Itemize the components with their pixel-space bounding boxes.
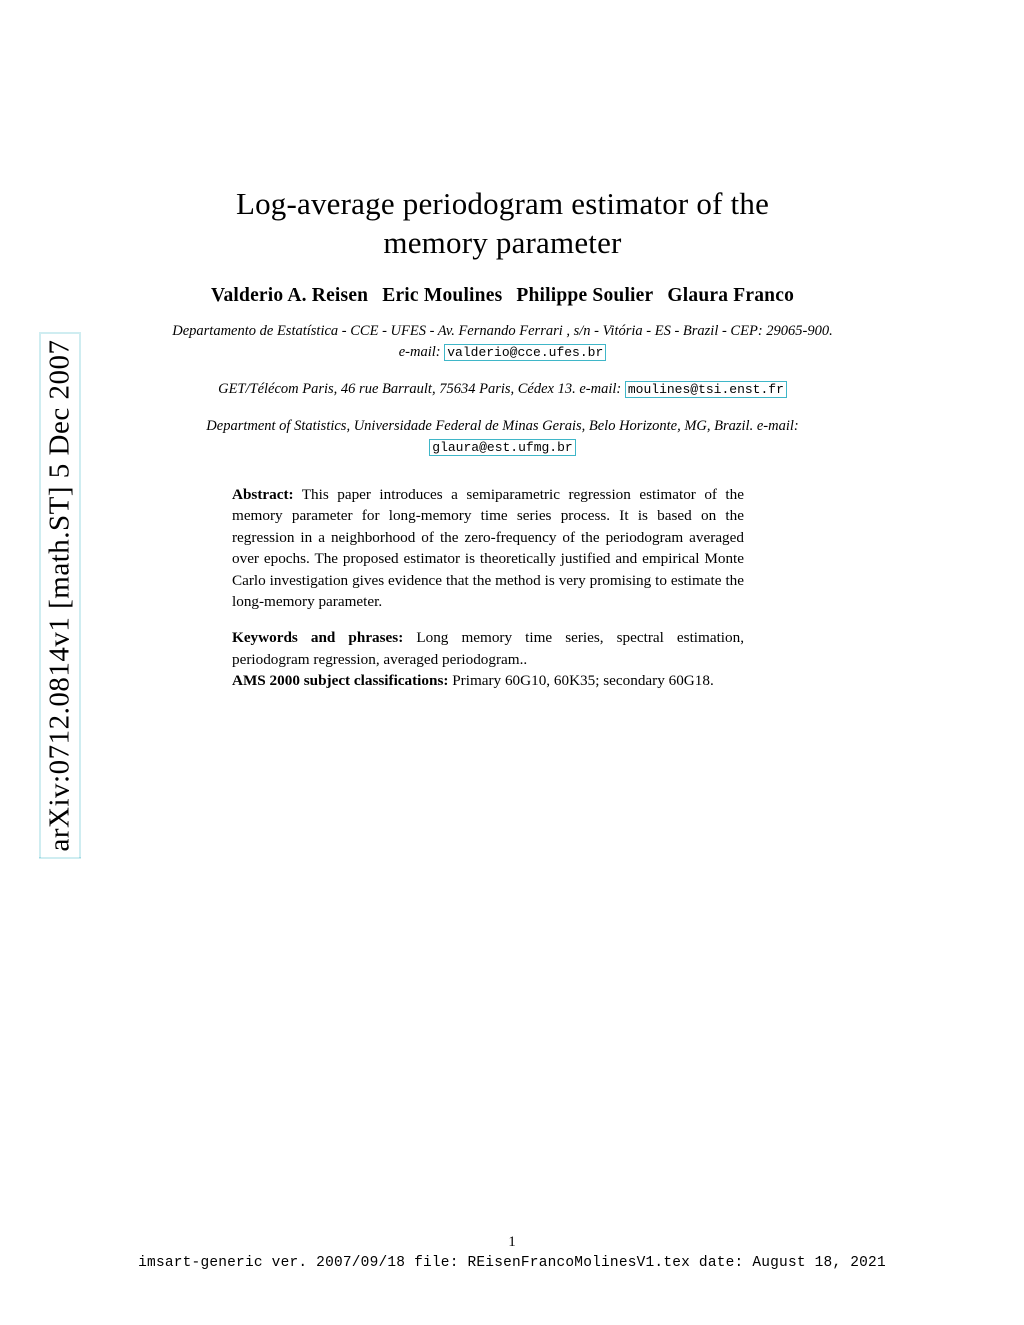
affiliation-3 (170, 416, 835, 458)
email-link-valderio[interactable]: valderio@cce.ufes.br (444, 344, 606, 361)
title-line-1: Log-average periodogram estimator of the (235, 186, 770, 221)
affiliation-3-text: Department of Statistics, Universidade Federal de Minas Gerais, Belo Horizonte, MG, Brazil. e-mail: (206, 417, 799, 434)
keywords-label: Keywords and phrases: (232, 629, 404, 647)
author-4: Glaura Franco (667, 284, 795, 306)
page-number: 1 (508, 1234, 516, 1250)
arxiv-stamp-text: arXiv:0712.0814v1 [math.ST] 5 Dec 2007 (40, 333, 81, 859)
affiliation-1-text: Departamento de Estatística - CCE - UFES - Av. Fernando Ferrari , s/n - Vitória - ES - Brazil - CEP: 29065-900. e-mail: (172, 322, 833, 360)
email-link-glaura[interactable]: glaura@est.ufmg.br (429, 439, 575, 456)
affiliation-2-text: GET/Télécom Paris, 46 rue Barrault, 75634 Paris, Cédex 13. e-mail: (218, 380, 625, 397)
arxiv-stamp (40, 196, 81, 996)
ams-label: AMS 2000 subject classifications: (232, 672, 449, 690)
affiliation-1 (170, 321, 835, 363)
abstract-block (232, 484, 744, 692)
abstract-label: Abstract: (232, 485, 294, 503)
abstract-text: This paper introduces a semiparametric regression estimator of the memory parameter for long-memory time series process. It is based on the regression in a neighborhood of the zero-frequency of the periodogram averaged over epochs. The proposed estimator is theoretically justified and empirical Monte Carlo investigation gives evidence that the method is very promising to estimate the long-memory parameter. (232, 485, 744, 611)
page-title (170, 185, 835, 263)
author-list (170, 285, 835, 307)
author-2: Eric Moulines (382, 284, 503, 306)
author-1: Valderio A. Reisen (210, 284, 369, 306)
paper-content (170, 185, 835, 692)
ams-text: Primary 60G10, 60K35; secondary 60G18. (448, 672, 714, 690)
title-line-2: memory parameter (383, 224, 622, 260)
email-link-moulines[interactable]: moulines@tsi.enst.fr (625, 381, 787, 398)
abstract-paragraph (232, 484, 744, 613)
keywords-paragraph (232, 627, 744, 692)
keywords-text: Long memory time series, spectral estimation, periodogram regression, averaged periodogram.. (232, 629, 744, 668)
affiliation-2 (170, 379, 835, 400)
author-3: Philippe Soulier (516, 284, 654, 306)
footer-imprint: imsart-generic ver. 2007/09/18 file: REisenFrancoMolinesV1.tex date: August 18, 2021 (138, 1255, 886, 1271)
